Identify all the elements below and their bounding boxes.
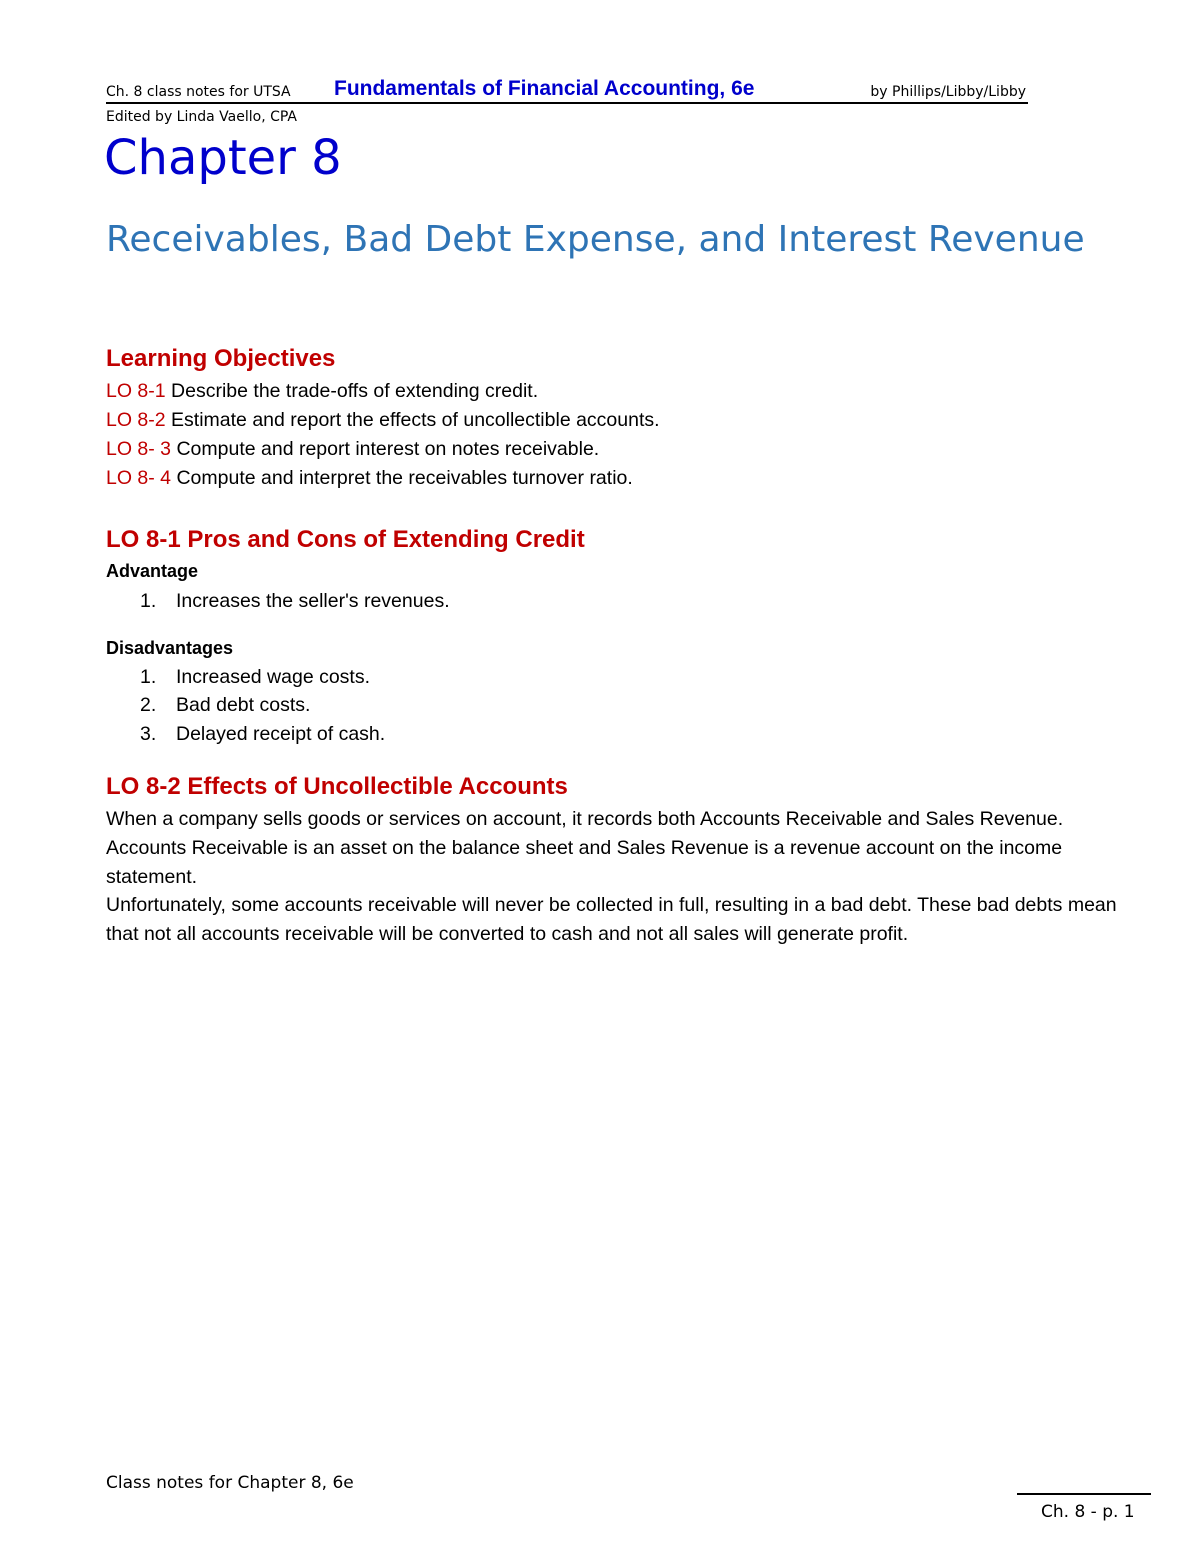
list-text: Delayed receipt of cash. [176,723,386,745]
section-heading-lo-8-2: LO 8-2 Effects of Uncollectible Accounts [106,773,568,800]
lo-code: LO 8- 3 [106,438,172,460]
lo-text: Compute and interpret the receivables turnover ratio. [171,467,633,489]
body-paragraph: Unfortunately, some accounts receivable will never be collected in full, resulting in a bad debt. These bad debts mean that not all accounts receivable will be converted to cash and not all sales will generate profit. [106,894,1117,945]
body-paragraph: When a company sells goods or services on account, it records both Accounts Receivable and Sales Revenue. Accounts Receivable is an asset on the balance sheet and Sales Revenue is a revenue account on the income statement. [106,808,1064,888]
header-course-label: Ch. 8 class notes for UTSA [106,84,291,100]
lo-text: Estimate and report the effects of uncollectible accounts. [165,409,660,431]
list-text: Increased wage costs. [176,666,371,688]
chapter-subtitle: Receivables, Bad Debt Expense, and Interest Revenue [106,219,1085,260]
advantage-label: Advantage [106,561,199,581]
page-header [106,77,1028,104]
learning-objective-item [106,380,538,403]
footer-divider [1017,1493,1151,1495]
header-book-title: Fundamentals of Financial Accounting, 6e [334,77,755,100]
list-text: Bad debt costs. [176,694,311,716]
lo-text: Compute and report interest on notes receivable. [171,438,600,460]
list-number: 1. [140,666,157,688]
list-item [140,723,385,746]
lo-code: LO 8-1 [106,380,166,402]
list-number: 3. [140,723,157,745]
list-number: 2. [140,694,157,716]
list-number: 1. [140,590,157,612]
learning-objective-item [106,409,660,432]
learning-objective-item [106,438,599,461]
disadvantages-label: Disadvantages [106,638,234,658]
lo-text: Describe the trade-offs of extending credit. [165,380,539,402]
footer-label: Class notes for Chapter 8, 6e [106,1473,354,1493]
list-item [140,694,310,717]
list-text: Increases the seller's revenues. [176,590,450,612]
lo-code: LO 8- 4 [106,467,172,489]
learning-objective-item [106,467,633,490]
header-authors: by Phillips/Libby/Libby [870,84,1026,100]
list-item [140,666,370,689]
list-item [140,590,450,613]
chapter-title: Chapter 8 [104,130,342,186]
learning-objectives-heading: Learning Objectives [106,345,336,372]
page-number: Ch. 8 - p. 1 [1041,1502,1135,1522]
lo-code: LO 8-2 [106,409,166,431]
section-heading-lo-8-1: LO 8-1 Pros and Cons of Extending Credit [106,526,585,553]
edited-by: Edited by Linda Vaello, CPA [106,109,297,125]
